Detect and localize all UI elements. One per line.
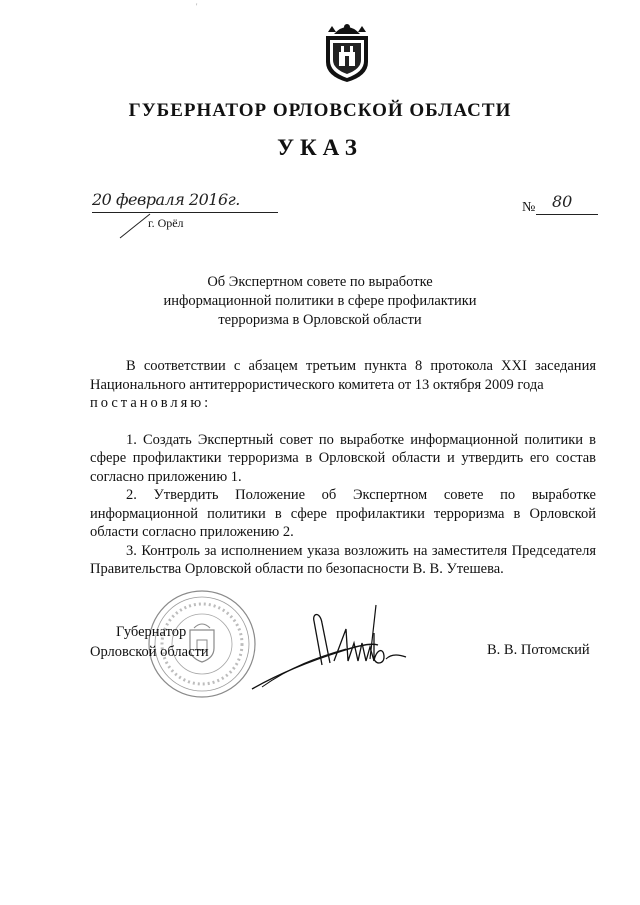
subject-line: информационной политики в сфере профилактики [163,293,477,309]
document-type: УКАЗ [277,135,363,160]
decree-subject [150,273,490,330]
number-underline [536,214,598,215]
number-label: № [522,200,536,215]
handwritten-signature-icon [250,603,420,693]
decree-date: 20 февраля 2016г. [92,190,240,209]
signatory-title [90,622,209,662]
resolution-word: постановляю: [90,395,212,411]
decree-number: 80 [552,192,573,211]
signer-name: В. В. Потомский [487,642,590,658]
item-paragraph: 3. Контроль за исполнением указа возложить на заместителя Председателя Правительства Орловской области по безопасности В. В. Утешева. [90,542,596,577]
item-paragraph: 1. Создать Экспертный совет по выработке информационной политики в сфере профилактики терроризма в Орловской области и утвердить его состав согласно приложению 1. [90,431,596,485]
scan-mark: ' [196,2,198,11]
issue-city: г. Орёл [148,216,184,230]
subject-line: терроризма в Орловской области [218,312,422,328]
item-paragraph: 2. Утвердить Положение об Экспертном совете по выработке информационной политики в сфере профилактики терроризма в Орловской области согласно приложению 2. [90,487,596,540]
signatory-title-line: Губернатор [116,624,187,640]
orel-coat-of-arms-icon [322,22,372,84]
subject-line: Об Экспертном совете по выработке [207,274,433,290]
decree-body [90,357,596,579]
preamble-paragraph: В соответствии с абзацем третьим пункта 8 протокола XXI заседания Национального антитеррористического комитета от 13 октября 2009 года [90,358,596,393]
issuing-authority: ГУБЕРНАТОР ОРЛОВСКОЙ ОБЛАСТИ [128,100,512,121]
signatory-title-line: Орловской области [90,644,209,660]
